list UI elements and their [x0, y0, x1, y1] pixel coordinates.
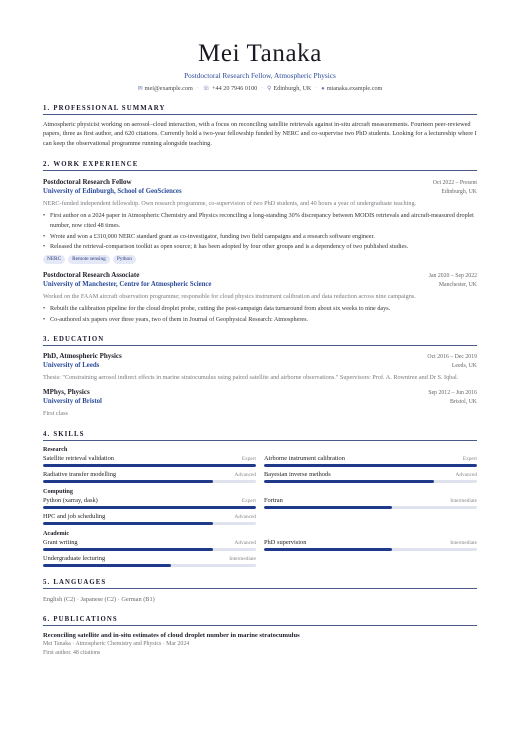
experience-entry: [43, 177, 477, 264]
skill-level: Expert: [241, 456, 256, 463]
website-text: mtanaka.example.com: [326, 85, 383, 92]
achievement-item: • First author on a 2024 paper in Atmospheric Chemistry and Physics reconciling a long-standing 30% discrepancy between MODIS retrievals and aircraft-measured droplet number, now cited 48 times.: [43, 211, 477, 231]
skill-bar-fill: [264, 464, 477, 467]
separator: ·: [196, 86, 199, 91]
candidate-name: Mei Tanaka: [198, 40, 322, 67]
skill-bar: [43, 522, 256, 525]
job-description: NERC-funded independent fellowship. Own research programme, co-supervision of two PhD students, and 40 hours a year of undergraduate teaching.: [43, 200, 417, 208]
skill-category: Computing: [43, 488, 73, 496]
education-dates: Oct 2016 – Dec 2019: [427, 353, 477, 360]
skill-bar-fill: [43, 506, 256, 509]
skill-bar-fill: [264, 548, 392, 551]
skill-level: Advanced: [455, 472, 477, 479]
contact-phone[interactable]: [202, 85, 257, 93]
skill-bar-fill: [43, 464, 256, 467]
section-title: LANGUAGES: [53, 579, 107, 587]
achievement-item: • Rebuilt the calibration pipeline for the cloud droplet probe, cutting the post-campaign data turnaround from about six weeks to nine days.: [43, 304, 477, 314]
skill-level: Advanced: [234, 540, 256, 547]
institution: University of Leeds: [43, 361, 100, 369]
skill-name: Undergraduate lecturing: [43, 555, 106, 563]
employer: University of Manchester, Centre for Atmospheric Science: [43, 281, 212, 289]
degree: MPhys, Physics: [43, 388, 90, 397]
skill-level: Intermediate: [229, 556, 256, 563]
skill-tag: Python: [113, 255, 136, 264]
skill-item: [43, 538, 256, 551]
achievement-item: • Released the retrieval-comparison toolkit as open source; it has been adopted by four other groups and is a dependency of two published studies.: [43, 242, 477, 252]
skill-bar-fill: [264, 506, 392, 509]
summary-text: Atmospheric physicist working on aerosol–cloud interaction, with a focus on reconciling satellite retrievals against in-situ aircraft measurements. Fourteen peer-reviewed papers, three as first author, and 620 citations. Currently hold a two-year fellowship funded by NERC and co-supervise two PhD students. Looking for a lectureship where I can keep the observational programme running alongside teaching.: [43, 121, 477, 147]
skill-bar: [264, 506, 477, 509]
skill-name: Airborne instrument calibration: [264, 455, 345, 463]
skill-name: Satellite retrieval validation: [43, 455, 114, 463]
section-heading-publications: [43, 616, 477, 626]
skill-name: Bayesian inverse methods: [264, 471, 331, 479]
skill-item: [43, 470, 256, 483]
skill-bar-fill: [43, 548, 213, 551]
skill-item: [264, 470, 477, 483]
section-title: EDUCATION: [53, 335, 105, 343]
skill-level: Intermediate: [450, 498, 477, 505]
skill-bar: [264, 548, 477, 551]
job-achievements: [43, 211, 477, 252]
skill-level: Expert: [462, 456, 477, 463]
skill-item: [43, 496, 256, 509]
degree: PhD, Atmospheric Physics: [43, 351, 122, 360]
skill-tag: NERC: [43, 255, 65, 264]
separator: ·: [315, 86, 318, 91]
publication-entry: [43, 631, 477, 658]
skill-item: [264, 538, 477, 551]
skill-item: [264, 454, 477, 467]
education-entry: [43, 351, 477, 383]
skill-name: Fortran: [264, 497, 283, 505]
section-heading-languages: [43, 579, 477, 589]
section-number: 6.: [43, 616, 51, 624]
section-title: SKILLS: [53, 431, 85, 439]
achievement-item: • Co-authored six papers over three years, two of them in Journal of Geophysical Research: Atmospheres.: [43, 315, 477, 325]
skill-bar-fill: [43, 564, 171, 567]
skill-level: Advanced: [234, 472, 256, 479]
section-title: PUBLICATIONS: [53, 616, 118, 624]
contact-bar: [43, 85, 477, 93]
contact-location: [267, 85, 311, 93]
education-note: First class: [43, 410, 68, 418]
skill-bar: [43, 564, 256, 567]
section-number: 2.: [43, 161, 51, 169]
education-location: Bristol, UK: [449, 399, 477, 406]
skill-group-computing: [43, 487, 477, 525]
skill-group-academic: [43, 529, 477, 567]
skill-tag: Remote sensing: [68, 255, 110, 264]
section-title: PROFESSIONAL SUMMARY: [53, 105, 166, 112]
job-dates: Oct 2022 – Present: [432, 180, 477, 187]
candidate-title: Postdoctoral Research Fellow, Atmospheric Physics: [184, 71, 336, 80]
contact-website[interactable]: [321, 85, 382, 93]
education-entry: [43, 387, 477, 419]
skill-bar-fill: [43, 522, 213, 525]
location-text: Edinburgh, UK: [273, 85, 312, 92]
section-heading-experience: [43, 161, 477, 171]
resume-header: [43, 0, 477, 93]
email-text: mei@example.com: [144, 85, 193, 92]
skill-bar: [43, 480, 256, 483]
section-number: 3.: [43, 335, 51, 343]
section-number: 4.: [43, 431, 51, 439]
job-location: Manchester, UK: [438, 282, 477, 289]
skill-bar: [43, 464, 256, 467]
achievement-item: • Wrote and won a £310,000 NERC standard grant as co-investigator, funding two field campaigns and a research software engineer.: [43, 232, 477, 242]
section-title: WORK EXPERIENCE: [53, 161, 139, 169]
education-location: Leeds, UK: [451, 362, 477, 369]
contact-email[interactable]: [138, 85, 193, 93]
skill-name: Python (xarray, dask): [43, 497, 98, 505]
skill-name: Grant writing: [43, 539, 78, 547]
publication-note: First author. 48 citations: [43, 650, 101, 657]
section-heading-education: [43, 336, 477, 346]
mail-icon: ✉: [137, 86, 143, 92]
job-achievements: [43, 304, 477, 325]
skill-category: Academic: [43, 530, 70, 538]
skill-tags: [43, 255, 477, 264]
languages-list: English (C2) · Japanese (C2) · German (B1): [43, 596, 155, 604]
location-pin-icon: ⚲: [266, 86, 272, 92]
section-number: 1.: [43, 105, 51, 112]
job-location: Edinburgh, UK: [441, 189, 477, 196]
phone-icon: ☏: [202, 86, 210, 92]
job-title: Postdoctoral Research Fellow: [43, 178, 132, 187]
education-dates: Sep 2012 – Jun 2016: [428, 390, 477, 397]
skill-name: HPC and job scheduling: [43, 513, 106, 521]
employer: University of Edinburgh, School of GeoSciences: [43, 188, 182, 196]
publication-meta: Mei Tanaka · Atmospheric Chemistry and Physics · Mar 2024: [43, 641, 190, 648]
skill-item: [43, 554, 256, 567]
skill-name: Radiative transfer modelling: [43, 471, 117, 479]
phone-text: +44 20 7946 0100: [212, 85, 258, 92]
section-heading-summary: [43, 105, 477, 115]
section-number: 5.: [43, 579, 51, 587]
skill-category: Research: [43, 446, 68, 454]
publication-title: Reconciling satellite and in-situ estimates of cloud droplet number in marine stratocumulus: [43, 632, 300, 640]
skill-item: [264, 496, 477, 509]
skill-bar: [43, 548, 256, 551]
job-title: Postdoctoral Research Associate: [43, 271, 140, 280]
job-dates: Jan 2020 – Sep 2022: [428, 273, 477, 280]
skill-item: [43, 454, 256, 467]
skill-group-research: [43, 445, 477, 483]
skill-bar: [43, 506, 256, 509]
skill-item: [43, 512, 256, 525]
skill-level: Intermediate: [450, 540, 477, 547]
skill-name: PhD supervision: [264, 539, 307, 547]
institution: University of Bristol: [43, 398, 102, 406]
skill-level: Expert: [241, 498, 256, 505]
job-description: Worked on the FAAM aircraft observation programme; responsible for cloud physics instrument calibration and data reduction across nine campaigns.: [43, 293, 416, 301]
skill-bar-fill: [43, 480, 213, 483]
skill-bar-fill: [264, 480, 434, 483]
section-heading-skills: [43, 431, 477, 441]
education-note: Thesis: "Constraining aerosol indirect effects in marine stratocumulus using paired satellite and airborne observations." Supervisors: Prof. A. Rowntree and Dr S. Iqbal.: [43, 373, 459, 381]
skill-bar: [264, 480, 477, 483]
experience-entry: [43, 270, 477, 324]
skill-level: Advanced: [234, 514, 256, 521]
separator: ·: [261, 86, 263, 91]
skill-bar: [264, 464, 477, 467]
globe-icon: ●: [321, 86, 325, 92]
